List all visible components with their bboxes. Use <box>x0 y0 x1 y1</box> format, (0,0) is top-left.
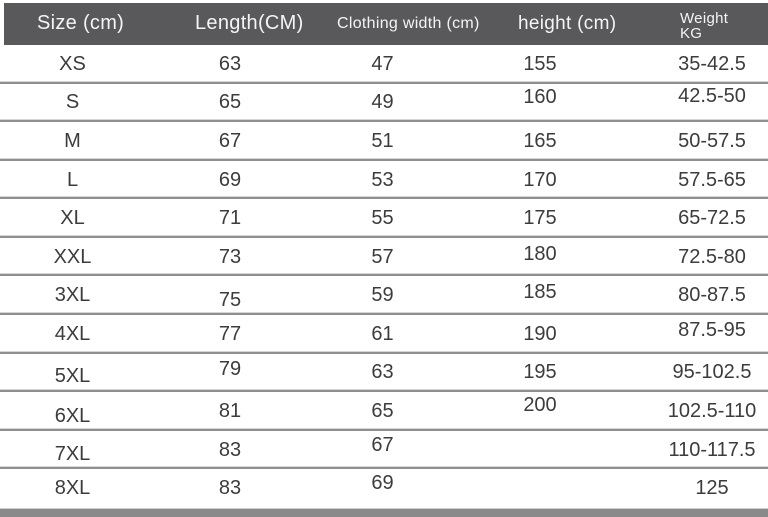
cell-weight: 95-102.5 <box>672 361 752 384</box>
cell-clothing-width: 61 <box>371 322 394 345</box>
cell-length: 69 <box>218 168 242 191</box>
cell-length: 65 <box>218 91 242 114</box>
cell-size: 7XL <box>54 442 91 465</box>
table-row <box>0 84 768 123</box>
table-row <box>0 315 768 354</box>
cell-weight: 57.5-65 <box>678 168 746 191</box>
cell-size: 4XL <box>54 322 91 345</box>
table-row <box>0 392 768 431</box>
cell-weight: 87.5-95 <box>678 318 746 341</box>
cell-clothing-width: 55 <box>371 207 394 230</box>
cell-size: XS <box>59 52 86 75</box>
column-header-clothing-width: Clothing width (cm) <box>337 15 480 32</box>
cell-clothing-width: 57 <box>371 245 394 268</box>
cell-size: XL <box>60 207 85 230</box>
table-row <box>0 431 768 470</box>
cell-size: 5XL <box>54 365 91 388</box>
cell-length: 73 <box>218 245 242 268</box>
cell-length: 71 <box>218 207 242 230</box>
cell-length: 79 <box>218 358 242 381</box>
cell-height: 170 <box>523 168 557 191</box>
cell-weight: 65-72.5 <box>678 207 746 230</box>
cell-length: 81 <box>218 399 242 422</box>
cell-weight: 72.5-80 <box>678 245 746 268</box>
cell-clothing-width: 59 <box>371 284 394 307</box>
bottom-cutoff-bar <box>0 508 768 517</box>
cell-weight: 102.5-110 <box>667 399 757 422</box>
cell-height: 155 <box>523 52 557 75</box>
cell-size: M <box>64 129 81 152</box>
cell-length: 83 <box>218 438 242 461</box>
cell-length: 75 <box>218 289 242 312</box>
size-table-body <box>0 45 768 508</box>
table-row <box>0 122 768 161</box>
table-header-row <box>4 3 768 45</box>
cell-length: 63 <box>218 52 242 75</box>
cell-height: 180 <box>523 242 557 265</box>
cell-height: 190 <box>523 322 557 345</box>
cell-size: L <box>66 168 79 191</box>
cell-clothing-width: 51 <box>371 129 394 152</box>
cell-size: S <box>65 91 80 114</box>
table-row <box>0 238 768 277</box>
column-header-weight: Weight KG <box>680 10 729 42</box>
cell-length: 77 <box>218 322 242 345</box>
cell-weight: 42.5-50 <box>678 85 746 108</box>
cell-weight: 80-87.5 <box>678 284 746 307</box>
cell-weight: 50-57.5 <box>678 129 746 152</box>
cell-size: 6XL <box>54 404 91 427</box>
table-row <box>0 161 768 200</box>
cell-length: 83 <box>218 477 242 500</box>
cell-size: 3XL <box>54 284 91 307</box>
table-row <box>0 354 768 393</box>
cell-weight: 110-117.5 <box>668 438 756 461</box>
table-row <box>0 276 768 315</box>
cell-weight: 35-42.5 <box>678 52 746 75</box>
cell-height: 185 <box>523 281 557 304</box>
cell-weight: 125 <box>695 477 729 500</box>
cell-clothing-width: 47 <box>371 52 394 75</box>
cell-height: 195 <box>523 361 557 384</box>
table-row <box>0 199 768 238</box>
column-header-length: Length(CM) <box>195 12 304 34</box>
cell-length: 67 <box>218 129 242 152</box>
cell-clothing-width: 69 <box>371 472 394 495</box>
cell-height: 165 <box>523 129 557 152</box>
column-header-size: Size (cm) <box>37 12 125 34</box>
cell-height: 160 <box>523 86 557 109</box>
cell-height: 175 <box>523 207 557 230</box>
cell-clothing-width: 67 <box>371 433 394 456</box>
cell-size: 8XL <box>54 477 91 500</box>
cell-height: 200 <box>523 393 557 416</box>
cell-clothing-width: 53 <box>371 168 394 191</box>
cell-clothing-width: 49 <box>371 91 394 114</box>
cell-clothing-width: 65 <box>371 399 394 422</box>
table-row <box>0 469 768 508</box>
cell-clothing-width: 63 <box>371 361 394 384</box>
cell-size: XXL <box>53 245 92 268</box>
table-row <box>0 45 768 84</box>
column-header-height: height (cm) <box>518 13 617 34</box>
